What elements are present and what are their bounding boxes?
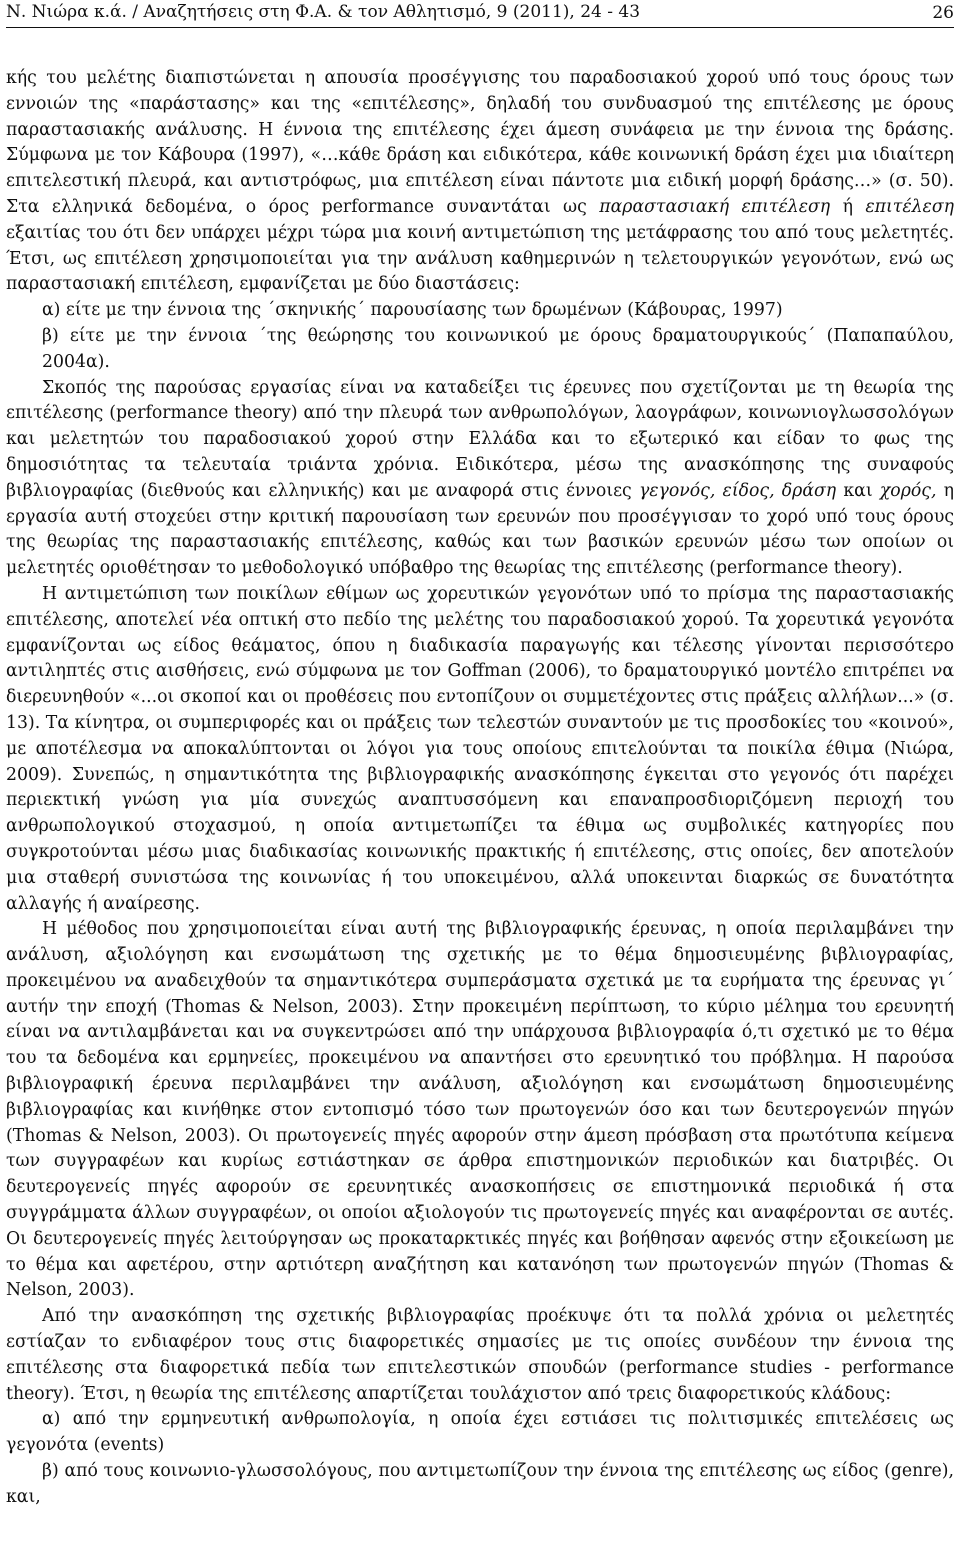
paragraph-1-end: εξαιτίας του ότι δεν υπάρχει μέχρι τώρα μια κοινή αντιμετώπιση της μετάφρασης του από τους μελετητές. Έτσι, ως επιτέλεση χρησιμοποιείται για την ανάλυση καθημερινών η τελετουργικών γεγονότων, ενώ ως παραστασιακή επιτέλεση, εμφανίζεται με δύο διαστάσεις: [6, 222, 954, 295]
paragraph-1-italic-1: παραστασιακή επιτέλεση [599, 196, 831, 217]
paragraph-1 [6, 66, 954, 298]
page-header [6, 0, 954, 28]
paragraph-3: Η αντιμετώπιση των ποικίλων εθίμων ως χορευτικών γεγονότων υπό το πρίσμα της παραστασιακής επιτέλεσης, αποτελεί νέα οπτική στο πεδίο της μελέτης του παραδοσιακού χορού. Τα χορευτικά γεγονότα εμφανίζονται ως είδος θεάματος, όπου η διαδικασία παραγωγής και τέλεσης γίνονται περισσότερο αντιληπτές στις αισθήσεις, ενώ σύμφωνα με τον Goffman (2006), το δραματουργικό μοντέλο επιτρέπει να διερευνηθούν «...οι σκοποί και οι προθέσεις που εντοπίζουν οι συμμετέχοντες στις πράξεις αλλήλων...» (σ. 13). Τα κίνητρα, οι συμπεριφορές και οι πράξεις των τελεστών συναντούν με τις προσδοκίες του «κοινού», με αποτέλεσμα να αποκαλύπτονται οι λόγοι για τους οποίους επιτελούνται τα ποικίλα έθιμα (Νιώρα, 2009). Συνεπώς, η σημαντικότητα της βιβλιογραφικής ανασκόπησης έγκειται στο γεγονός ότι παρέχει περιεκτική γνώση για μία συνεχώς αναπτυσσόμενη και επαναπροσδιοριζόμενη περιοχή του ανθρωπολογικού στοχασμού, η οποία αντιμετωπίζει τα έθιμα ως συμβολικές κατηγορίες που συγκροτούνται μέσω μιας διαδικασίας κοινωνικής πρακτικής ή επιτέλεσης, στις οποίες, δεν αποτελούν μια σταθερή συνιστώσα της κοινωνίας ή του υποκειμένου, αλλά υποκεινται διαρκώς σε δυνατότητα αλλαγής ή αναίρεσης. [6, 583, 954, 914]
paragraph-4: Η μέθοδος που χρησιμοποιείται είναι αυτή της βιβλιογραφικής έρευνας, η οποία περιλαμβάνει την ανάλυση, αξιολόγηση και ενσωμάτωση της σχετικής με το θέμα δημοσιευμένης βιβλιογραφίας, προκειμένου να αναδειχθούν τα σημαντικότερα συμπεράσματα σχετικά με τα ευρήματα της έρευνας γι΄ αυτήν την εποχή (Thomas & Nelson, 2003). Στην προκειμένη περίπτωση, το κύριο μέλημα του ερευνητή είναι να αντιλαμβάνεται και να συγκεντρώσει από την υπάρχουσα βιβλιογραφία ό,τι σχετικό με το θέμα του τα δεδομένα και ερμηνείες, προκειμένου να απαντήσει στο ερευνητικό του πρόβλημα. Η παρούσα βιβλιογραφική έρευνα περιλαμβάνει την ανάλυση, αξιολόγηση και ενσωμάτωση δημοσιευμένης βιβλιογραφίας και κινήθηκε στον εντοπισμό τόσο των πρωτογενών όσο και των δευτερογενών πηγών (Thomas & Nelson, 2003). Οι πρωτογενείς πηγές αφορούν στην άμεση πρόσβαση στα πρωτότυπα κείμενα των συγγραφέων και κυρίως εστιάστηκαν σε άρθρα επιστημονικών περιοδικών και διατριβές. Οι δευτερογενείς πηγές αφορούν σε ερευνητικές ανασκοπήσεις σε επιστημονικά περιοδικά ή στα συγγράμματα άλλων συγγραφέων, οι οποίοι αξιολογούν τις πρωτογενείς πηγές και αναφέρονται σε αυτές. Οι δευτερογενείς πηγές λειτούργησαν ως προκαταρκτικές πηγές και βοήθησαν αφενός στην εξοικείωση με το θέμα και αφετέρου, στην αρτιότερη αναζήτηση και κατανόηση των πρωτογενών πηγών (Thomas & Nelson, 2003). [6, 919, 954, 1301]
paragraph-2-italic-1: γεγονός, είδος, δράση [638, 480, 837, 501]
header-rule [6, 27, 954, 28]
body-text [6, 66, 954, 1511]
list-item-5a [6, 1407, 954, 1459]
paragraph-2-italic-2: χορός, [879, 480, 937, 501]
list-item-a: α) είτε με την έννοια της ΄σκηνικής΄ παρουσίασης των δρωμένων (Κάβουρας, 1997) [42, 300, 783, 321]
paragraph-1-text: κής του μελέτης διαπιστώνεται η απουσία προσέγγισης του παραδοσιακού χορού υπό τους όρους των εννοιών της «παράστασης» και της «επιτέλεσης», δηλαδή του συνδυασμού της επιτέλεσης με όρους παραστασιακής ανάλυσης. Η έννοια της επιτέλεσης έχει άμεση συνάφεια με την έννοια της δράσης. Σύμφωνα με τον Κάβουρα (1997), «…κάθε δράση και ειδικότερα, κάθε κοινωνική δράση έχει μια ιδιαίτερη επιτελεστική πλευρά, και αντιστρόφως, μια επιτέλεση είναι πάντοτε μια ειδική μορφή δράσης…» (σ. 50). Στα ελληνικά δεδομένα, ο όρος performance συναντάται ως [6, 68, 954, 217]
list-item-5b-text: β) από τους κοινωνιο-γλωσσολόγους, που αντιμετωπίζουν την έννοια της επιτέλεσης ως [42, 1461, 833, 1482]
list-item-5a-text: α) από την ερμηνευτική ανθρωπολογία, η οποία έχει εστιάσει τις πολιτισμικές επιτελέσεις ως [42, 1409, 954, 1430]
list-item-5b-italic: είδος [832, 1461, 879, 1482]
running-head: Ν. Νιώρα κ.ά. / Αναζητήσεις στη Φ.Α. & τον Αθλητισμό, 9 (2011), 24 - 43 [6, 2, 641, 22]
paragraph-2-end: η εργασία αυτή στοχεύει στην κριτική παρουσίαση των ερευνών που προσέγγισαν το χορό υπό τους όρους της θεωρίας της παραστασιακής επιτέλεσης, καθώς και των βασικών ερευνών μέσω των οποίων οι μελετητές οριοθέτησαν το μεθοδολογικό υπόβαθρο της θεωρίας της επιτέλεσης (performance theory). [6, 480, 955, 579]
list-item-5a-end: (events) [88, 1435, 165, 1456]
paragraph-5: Από την ανασκόπηση της σχετικής βιβλιογραφίας προέκυψε ότι τα πολλά χρόνια οι μελετητές εστίαζαν το ενδιαφέρον τους στις διαφορετικές σημασίες με τις οποίες συνδέουν την έννοια της επιτέλεσης στα διαφορετικά πεδία των επιτελεστικών σπουδών (performance studies - performance theory). Έτσι, η θεωρία της επιτέλεσης απαρτίζεται τουλάχιστον από τρεις διαφορετικούς κλάδους: [6, 1306, 954, 1404]
page-number: 26 [932, 3, 954, 23]
list-item-5b [6, 1459, 954, 1511]
paragraph-1-italic-2: επιτέλεση [865, 196, 954, 217]
list-item-5a-italic: γεγονότα [6, 1435, 89, 1456]
paragraph-1-mid: ή [830, 196, 866, 217]
paragraph-2-text: Σκοπός της παρούσας εργασίας είναι να καταδείξει τις έρευνες που σχετίζονται με τη θεωρία της επιτέλεσης (performance theory) από την πλευρά των ανθρωπολόγων, λαογράφων, κοινωνιογλωσσολόγων και μελετητών του παραδοσιακού χορού στην Ελλάδα και το εξωτερικό και είδαν το φως της δημοσιότητας τα τελευταία τριάντα χρόνια. Ειδικότερα, μέσω της ανασκόπησης της συναφούς βιβλιογραφίας (διεθνούς και ελληνικής) και με αναφορά στις έννοιες [6, 377, 954, 501]
list-item-5b-end: (genre), και, [6, 1461, 954, 1507]
list-item-b: β) είτε με την έννοια ΄της θεώρησης του κοινωνικού με όρους δραματουργικούς΄ (Παπαπαύλου, 2004α). [42, 325, 954, 372]
paragraph-2 [6, 376, 954, 582]
paragraph-2-mid: και [836, 480, 880, 501]
